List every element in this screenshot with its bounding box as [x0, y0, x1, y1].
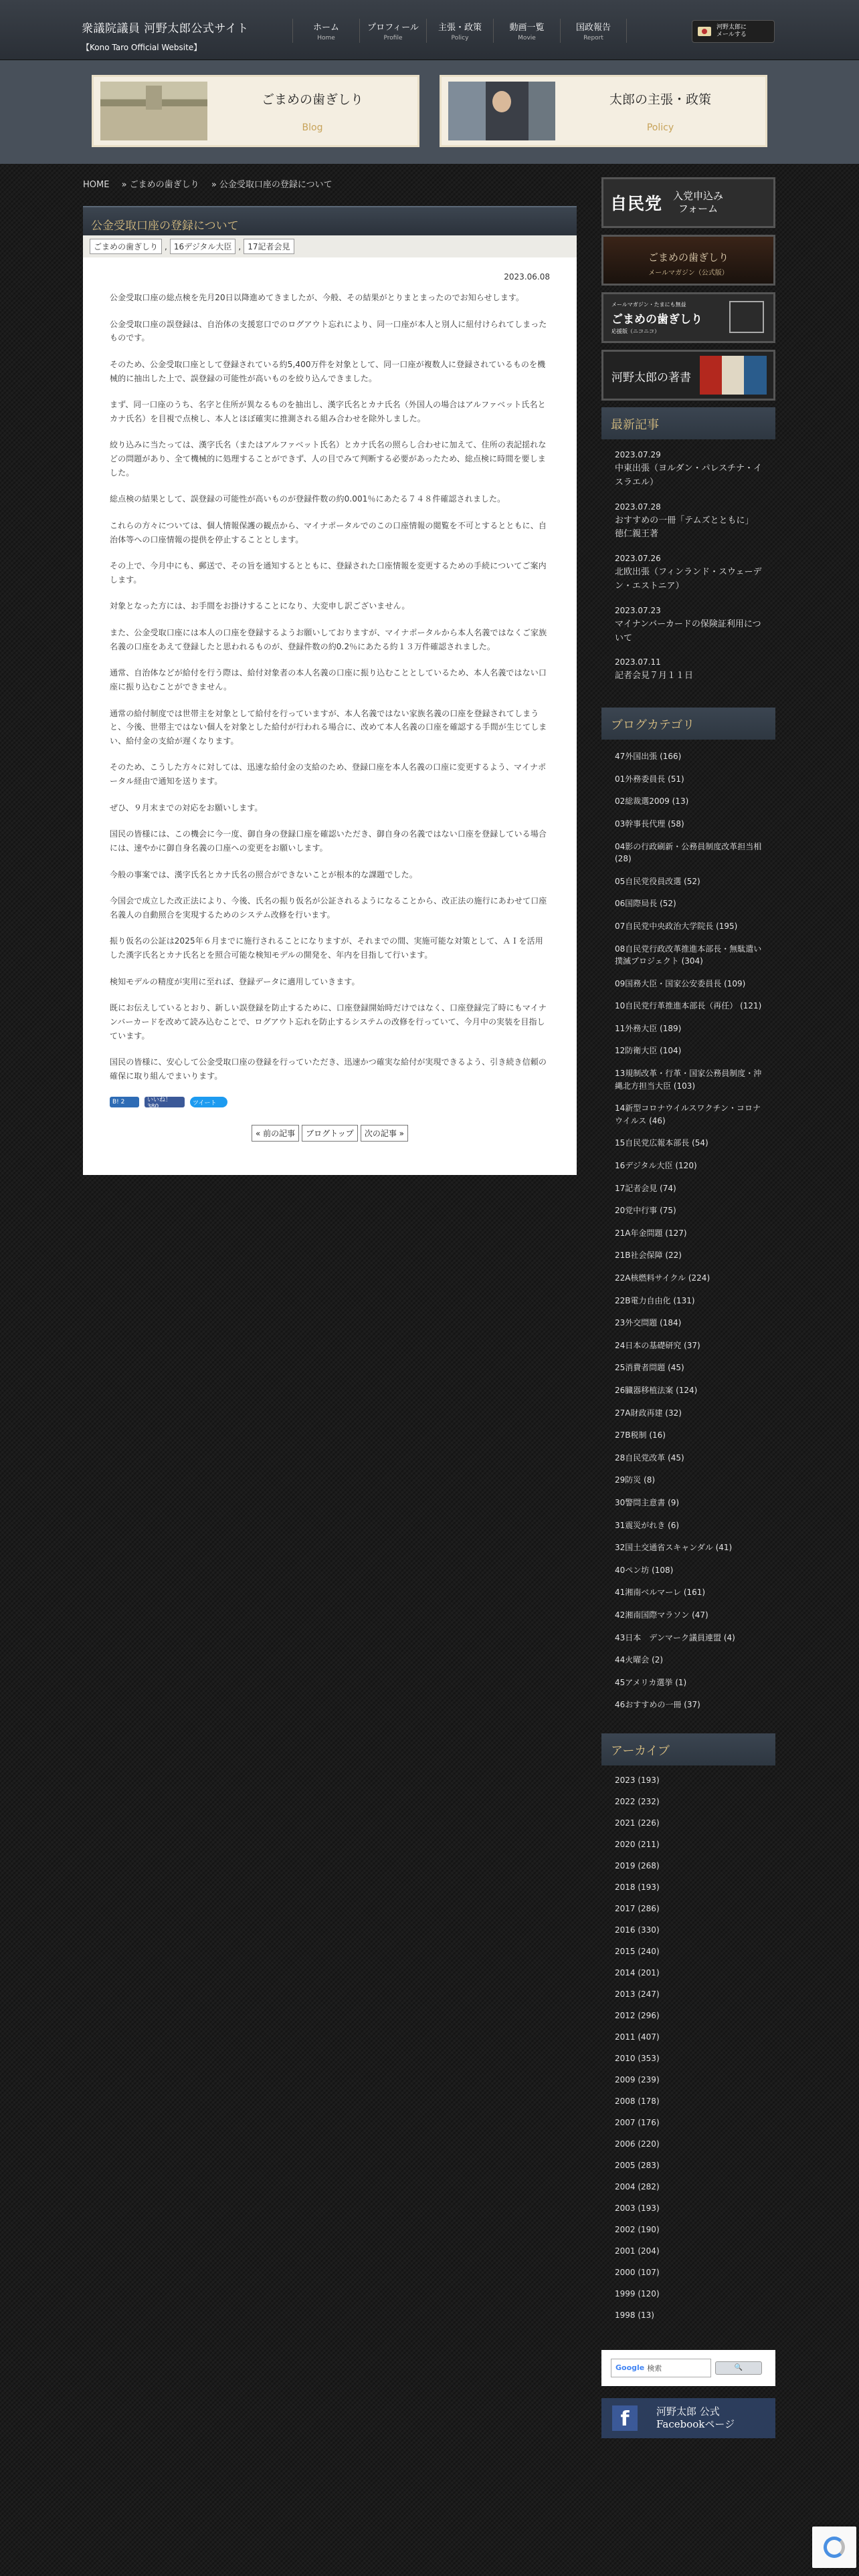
article: [83, 206, 577, 1175]
category-link[interactable]: 47外国出張 (166): [615, 752, 682, 762]
nav-policy[interactable]: 主張・政策 Policy: [426, 19, 493, 43]
article-date: 2023.06.08: [504, 272, 550, 282]
news-heading: 最新記事: [601, 407, 775, 439]
next-post-link[interactable]: 次の記事 »: [361, 1125, 408, 1142]
portrait-image: [448, 82, 555, 140]
pager: [83, 1109, 577, 1175]
category-link[interactable]: 45アメリカ選挙 (1): [615, 1677, 687, 1687]
archive-link[interactable]: 2012 (296): [615, 2010, 660, 2020]
archive-link[interactable]: 2016 (330): [615, 1925, 660, 1935]
global-nav: [292, 19, 627, 43]
site-title[interactable]: 衆議院議員 河野太郎公式サイト: [82, 22, 249, 35]
category-link[interactable]: 07自民党中央政治大学院長 (195): [615, 921, 738, 931]
envelope-icon: [698, 27, 711, 36]
recaptcha-badge[interactable]: [812, 2527, 856, 2568]
mail-button[interactable]: 河野太郎に メールする: [692, 20, 775, 43]
category-heading: ブログカテゴリ: [601, 708, 775, 740]
archive-link[interactable]: 2009 (239): [615, 2074, 660, 2084]
tag-link[interactable]: 16デジタル大臣: [170, 239, 236, 254]
facebook-icon: f: [612, 2405, 638, 2431]
paragraph: 公金受取口座の総点検を先月20日以降進めてきましたが、今般、その結果がとりまとまったのでお知らせします。: [110, 293, 524, 302]
archive-link[interactable]: 2001 (204): [615, 2246, 660, 2256]
category-link[interactable]: 30警問主意書 (9): [615, 1497, 680, 1507]
archive-link[interactable]: 2019 (268): [615, 1860, 660, 1870]
archive-link[interactable]: 2014 (201): [615, 1967, 660, 1977]
category-link[interactable]: 11外務大臣 (189): [615, 1023, 682, 1033]
policy-banner[interactable]: 太郎の主張・政策 Policy: [440, 75, 767, 147]
category-link[interactable]: 26臓器移植法案 (124): [615, 1385, 698, 1395]
paragraph: 既にお伝えしているとおり、新しい誤登録を防止するために、口座登録開始時だけではなく、口座登録完了時にもマイナンバーカードを改めて読み込むことで、ログアウト忘れを防止するシステムの改修を行っていて、今月中の実装を目指しています。: [110, 1003, 547, 1041]
news-item[interactable]: 2023.07.29 中東出張（ヨルダン・パレスチナ・イスラエル）: [615, 450, 762, 488]
search-icon: 🔍: [734, 2364, 743, 2372]
category-link[interactable]: 22B電力自由化 (131): [615, 1295, 695, 1305]
facebook-page-banner[interactable]: f 河野太郎 公式 Facebookページ: [601, 2398, 775, 2438]
category-link[interactable]: 03幹事長代理 (58): [615, 819, 684, 829]
site-subtitle: 【Kono Taro Official Website】: [82, 43, 202, 52]
ldp-join-banner[interactable]: 自民党 入党申込み フォーム: [601, 177, 775, 228]
site-header: [0, 0, 859, 60]
archive-link[interactable]: 2011 (407): [615, 2032, 660, 2042]
breadcrumb-blog[interactable]: » ごまめの歯ぎしり: [121, 180, 199, 190]
archive-link[interactable]: 2005 (283): [615, 2160, 660, 2170]
paragraph: これらの方々については、個人情報保護の観点から、マイナポータルでのこの口座情報の閲覧を不可とするとともに、自治体等への口座情報の提供を停止することとします。: [110, 520, 547, 544]
category-link[interactable]: 16デジタル大臣 (120): [615, 1161, 697, 1171]
banner-band: [0, 60, 859, 164]
category-link[interactable]: 06国際局長 (52): [615, 899, 676, 909]
category-link[interactable]: 12防衛大臣 (104): [615, 1046, 682, 1056]
category-link[interactable]: 24日本の基礎研究 (37): [615, 1340, 700, 1350]
hatena-bookmark-button[interactable]: B! 2: [110, 1097, 139, 1107]
category-link[interactable]: 09国務大臣・国家公安委員長 (109): [615, 978, 746, 988]
paragraph: 総点検の結果として、誤登録の可能性が高いものが登録件数の約0.001％にあたる７４８件確認されました。: [110, 494, 506, 504]
archive-link[interactable]: 2015 (240): [615, 1946, 660, 1956]
search-button[interactable]: [715, 2361, 762, 2375]
paragraph: 通常、自治体などが給付を行う際は、給付対象者の本人名義の口座に振り込むこととしているため、本人名義ではない口座に振り込むことができません。: [110, 668, 547, 691]
hatena-icon: B!: [112, 1099, 121, 1106]
parliament-image: [100, 82, 207, 140]
category-link[interactable]: 40ペン坊 (108): [615, 1565, 674, 1575]
archive-link[interactable]: 2013 (247): [615, 1989, 660, 1999]
prev-post-link[interactable]: « 前の記事: [252, 1125, 299, 1142]
paragraph: そのため、こうした方々に対しては、迅速な給付金の支給のため、登録口座を本人名義の口座に変更するよう、マイナポータル経由で通知を送ります。: [110, 762, 547, 786]
archive-link[interactable]: 2002 (190): [615, 2224, 660, 2234]
social-buttons: [83, 1095, 577, 1109]
sidebar: [601, 177, 775, 2438]
category-link[interactable]: 28自民党改革 (45): [615, 1453, 684, 1463]
paragraph: 通常の給付制度では世帯主を対象として給付を行っていますが、本人名義ではない家族名義の口座を登録されてしまうと、今後、世帯主ではない個人を対象とした給付が行われる場合に、改めて本人名義の口座を確認する手間が生じてしまい、給付金の支給が遅くなります。: [110, 708, 547, 746]
archive-link[interactable]: 2006 (220): [615, 2139, 660, 2149]
paragraph: また、公金受取口座には本人の口座を登録するようお願いしておりますが、マイナポータルから本人名義ではなくご家族名義の口座をあえて登録したと思われるものが、登録件数の約0.2％にあたる約１３万件確認されました。: [110, 628, 547, 651]
category-link[interactable]: 02総裁選2009 (13): [615, 796, 689, 807]
news-item[interactable]: 2023.07.23 マイナンバーカードの保険証利用について: [615, 605, 761, 643]
archive-link[interactable]: 2000 (107): [615, 2267, 660, 2277]
article-title: 公金受取口座の登録について: [83, 206, 577, 235]
news-item[interactable]: 2023.07.26 北欧出張（フィンランド・スウェーデン・エストニア）: [615, 554, 762, 591]
paragraph: 今般の事案では、漢字氏名とカナ氏名の照合ができないことが根本的な課題でした。: [110, 869, 417, 879]
news-item[interactable]: 2023.07.11 記者会見７月１１日: [615, 657, 694, 681]
article-body: [83, 282, 577, 1083]
category-list: [601, 740, 775, 1728]
paragraph: 検知モデルの精度が実用に至れば、登録データに適用していきます。: [110, 976, 360, 986]
archive-link[interactable]: 2023 (193): [615, 1775, 660, 1785]
category-link[interactable]: 14新型コロナウイルスワクチン・コロナウイルス (46): [615, 1103, 761, 1125]
archive-link[interactable]: 2021 (226): [615, 1818, 660, 1828]
category-link[interactable]: 44火曜会 (2): [615, 1655, 664, 1665]
category-link[interactable]: 42湘南国際マラソン (47): [615, 1610, 708, 1620]
search-input[interactable]: Google 検索: [611, 2359, 711, 2377]
category-link[interactable]: 25消費者問題 (45): [615, 1363, 684, 1373]
category-link[interactable]: 27B税制 (16): [615, 1430, 666, 1440]
category-link[interactable]: 27A財政再建 (32): [615, 1408, 682, 1418]
books-banner[interactable]: 河野太郎の著書: [601, 350, 775, 401]
blog-banner[interactable]: ごまめの歯ぎしり Blog: [92, 75, 419, 147]
tag-link[interactable]: 17記者会見: [244, 239, 294, 254]
nav-home[interactable]: ホーム Home: [292, 19, 359, 43]
facebook-like-button[interactable]: いいね！ 380: [145, 1097, 185, 1107]
paragraph: 国民の皆様に、安心して公金受取口座の登録を行っていただき、迅速かつ確実な給付が実現できるよう、引き続き信頼の確保に取り組んでまいります。: [110, 1057, 547, 1081]
category-link[interactable]: 20党中行事 (75): [615, 1206, 676, 1216]
category-link[interactable]: 29防災 (8): [615, 1475, 656, 1485]
archive-link[interactable]: 1998 (13): [615, 2310, 654, 2320]
niconico-magazine-banner[interactable]: メールマガジン・たまにも無益 ごまめの歯ぎしり 応援版（ニコニコ）: [601, 292, 775, 343]
tweet-button[interactable]: ツイート: [190, 1097, 227, 1107]
paragraph: そのため、公金受取口座として登録されている約5,400万件を対象として、同一口座が複数人に登録されているものを機械的に抽出した上で、誤登録の可能性が高いものを絞り込んできました。: [110, 359, 546, 383]
paragraph: まず、同一口座のうち、名字と住所が異なるものを抽出し、漢字氏名とカナ氏名（外国人の場合はアルファベット氏名とカナ氏名）を目視で点検し、本人とほぼ確実に推測される組み合わせを除外しました。: [110, 400, 546, 423]
archive-link[interactable]: 2020 (211): [615, 1839, 660, 1849]
paragraph: 今国会で成立した改正法により、今後、氏名の振り仮名が公証されるようになることから、改正法の施行にあわせて口座名義人の自動照合を実現するためのシステム改修を行います。: [110, 896, 547, 920]
archive-link[interactable]: 1999 (120): [615, 2288, 660, 2298]
breadcrumb-current: » 公金受取口座の登録について: [211, 180, 332, 190]
category-link[interactable]: 22A核燃料サイクル (224): [615, 1273, 710, 1283]
nav-movie[interactable]: 動画一覧 Movie: [493, 19, 560, 43]
category-link[interactable]: 21B社会保障 (22): [615, 1251, 682, 1261]
news-item[interactable]: 2023.07.28 おすすめの一冊「テムズとともに」徳仁親王著: [615, 502, 754, 540]
nav-profile[interactable]: プロフィール Profile: [359, 19, 426, 43]
archive-link[interactable]: 2010 (353): [615, 2053, 660, 2063]
category-link[interactable]: 31震災がれき (6): [615, 1520, 680, 1530]
category-link[interactable]: 32国土交通省スキャンダル (41): [615, 1543, 733, 1553]
tag-bar: ごまめの歯ぎしり , 16デジタル大臣 , 17記者会見: [83, 235, 577, 257]
paragraph: 絞り込みに当たっては、漢字氏名（またはアルファベット氏名）とカナ氏名の照らし合わせに加えて、住所の表記揺れなどの問題があり、全て機械的に処理することができず、人の目でみて判断する必要があったため、総点検に時間を要しました。: [110, 440, 547, 477]
archive-link[interactable]: 2022 (232): [615, 1796, 660, 1806]
niconico-logo-icon: [729, 301, 764, 333]
archive-heading: アーカイブ: [601, 1733, 775, 1765]
archive-link[interactable]: 2004 (282): [615, 2181, 660, 2191]
paragraph: 公金受取口座の誤登録は、自治体の支援窓口でのログアウト忘れにより、同一口座が本人と別人に紐付けられてしまったものです。: [110, 319, 547, 343]
paragraph: ぜひ、９月末までの対応をお願いします。: [110, 802, 263, 813]
category-link[interactable]: 01外務委員長 (51): [615, 774, 684, 784]
category-link[interactable]: 10自民党行革推進本部長（再任） (121): [615, 1001, 762, 1011]
category-link[interactable]: 17記者会見 (74): [615, 1183, 676, 1193]
archive-link[interactable]: 2018 (193): [615, 1882, 660, 1892]
archive-link[interactable]: 2003 (193): [615, 2203, 660, 2213]
site-search: [601, 2350, 775, 2386]
books-image: [700, 356, 767, 395]
category-link[interactable]: 13規制改革・行革・国家公務員制度・沖縄北方担当大臣 (103): [615, 1069, 762, 1091]
news-list: [601, 439, 775, 702]
recaptcha-icon: [824, 2537, 845, 2558]
category-link[interactable]: 23外交問題 (184): [615, 1318, 682, 1328]
archive-link[interactable]: 2017 (286): [615, 1903, 660, 1913]
blog-top-link[interactable]: ブログトップ: [302, 1125, 358, 1142]
nav-report[interactable]: 国政報告 Report: [560, 19, 627, 43]
category-link[interactable]: 15自民党広報本部長 (54): [615, 1138, 708, 1148]
paragraph: 国民の皆様には、この機会に今一度、御自身の登録口座を確認いただき、御自身の名義ではない口座を登録している場合には、速やかに御自身名義の口座への変更をお願いします。: [110, 829, 547, 853]
archive-link[interactable]: 2007 (176): [615, 2117, 660, 2127]
archive-list: [601, 1765, 775, 2339]
breadcrumb: [83, 177, 342, 190]
paragraph: 対象となった方には、お手間をお掛けすることになり、大変申し訳ございません。: [110, 601, 410, 611]
category-link[interactable]: 41湘南ベルマーレ (161): [615, 1588, 706, 1598]
tag-link[interactable]: ごまめの歯ぎしり: [90, 239, 162, 254]
breadcrumb-home[interactable]: HOME: [83, 180, 110, 190]
category-link[interactable]: 46おすすめの一冊 (37): [615, 1700, 700, 1710]
archive-link[interactable]: 2008 (178): [615, 2096, 660, 2106]
category-link[interactable]: 05自民党役員改選 (52): [615, 876, 700, 886]
category-link[interactable]: 08自民党行政改革推進本部長・無駄遣い撲滅プロジェクト (304): [615, 944, 762, 966]
category-link[interactable]: 43日本 デンマーク議員連盟 (4): [615, 1632, 735, 1642]
mail-magazine-banner[interactable]: ごまめの歯ぎしり メールマガジン（公式版）: [601, 235, 775, 286]
paragraph: その上で、今月中にも、郵送で、その旨を通知するとともに、登録された口座情報を変更するための手続についてご案内します。: [110, 561, 547, 584]
category-link[interactable]: 21A年金問題 (127): [615, 1228, 687, 1238]
paragraph: 振り仮名の公証は2025年６月までに施行されることになりますが、それまでの間、実施可能な対策として、ＡＩを活用した漢字氏名とカナ氏名とを照合可能な検知モデルの開発を、年内を目指して行います。: [110, 936, 543, 960]
category-link[interactable]: 04影の行政刷新・公務員制度改革担当相 (28): [615, 841, 762, 864]
